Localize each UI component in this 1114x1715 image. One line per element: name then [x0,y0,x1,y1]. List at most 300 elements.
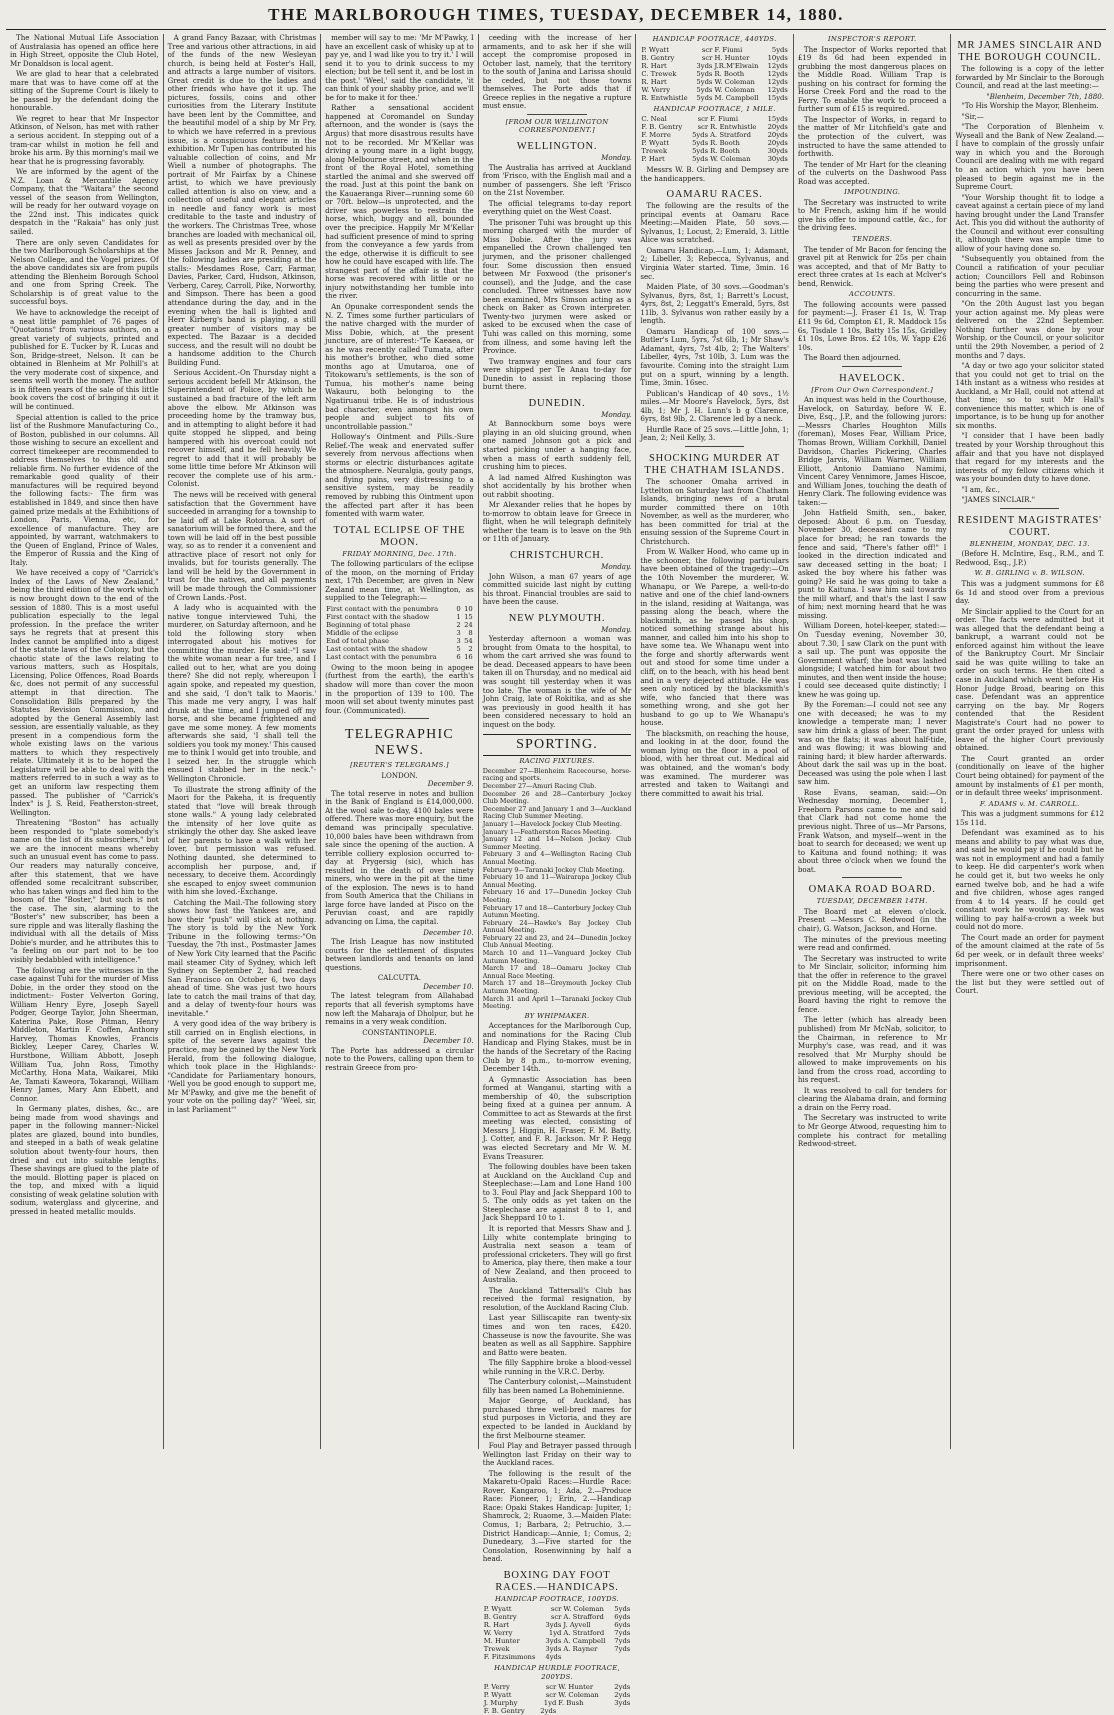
runner-name: F. Morre [641,131,671,140]
eclipse-minute: 16 [464,652,473,661]
paragraph: Maiden Plate, of 30 sovs.—Goodman's Sylvanus, 8yrs, 8st, 1; Barrett's Locust, 4yrs, 8st, 2; Leggatt's Emerald, 5yrs, 8st 11lb, 3. Sylvanus won rather easily by a length. [640,282,789,326]
paragraph: It is reported that Messrs Shaw and J. Lilly white contemplate bringing to Australia next season a team of professional cricketers. They will go first to America, play there, then make a tour of New Zealand, and then proceed to Australia. [482,1223,632,1285]
paragraph: December 27—Amuri Racing Club. [482,782,597,791]
paragraph: February 24—Hawke's Bay Jockey Club Annual Meeting. [482,918,632,935]
table-row [483,1653,632,1661]
table-row [640,70,789,78]
sporting-banner [483,734,632,756]
paragraph: Rose Evans, seaman, said:—On Wednesday morning, December 1, Freeborn Parsons came to me and said that Clark had not come home the previous night. Three of us—Mr Parsons, Frank Watson, and myself—went in the boat to search for deceased; we went up to Kaituna and found nothing; it was about three o'clock when we found the boat. [797,787,947,874]
runner-name: R. Hart [483,1621,510,1630]
paragraph: "I consider that I have been badly treated by your Worship throughout this affair and that you have not displayed that regard for my interests and the interests of my fellow citizens which it was your bounden duty to have done. [955,431,1105,484]
paragraph: March 17 and 18—Oamaru Jockey Club Annual Race Meeting. [482,964,632,980]
paragraph: A very good idea of the way bribery is still carried on in English elections, in spite of the severe laws against the practice, may be gained by the New York Herald, from the following dialogue, which took place in the Highlands:-"Candidate for Parliamentary honours, 'Well you be good enough to support me, Mr M'Pawky, and give me the benefit of your vote on the polling day?' 'Weel, sir, in last Parliament'" [167,1019,317,1114]
paragraph: We have received a copy of "Carrick's Index of the Laws of New Zealand," being the third edition of the work which is now brought down to the end of the session of 1880. This is a most useful publication especially to the legal profession. In the preface the writer says he regrets that at present this Index cannot be amplified into a digest of the statute laws of the Colony, but the chaotic state of the laws relating to various matters, such as Hospitals, Licensing, Police Offences, Road Boards &c, does not permit of any successful attempt in that direction. The Consolidation Bills prepared by the Statutes Revision Commission, and adopted by the General Assembly last session, are essentially valuable, as they present in a compendious form the whole existing laws on the various matters to which they respectively relate. Ultimately it is to be hoped the Legislature will be able to deal with the matters referred to in such a way as to get an uniform law respecting them passed. The publisher of "Carrick's Index" is J. S. Reid, Featherston-street, Wellington. [10,568,159,817]
paragraph: At Bannockburn some boys were playing in an old sluicing ground, when one named Johnson got a pick and started picking under a hanging face, when a mass of earth suddenly fell, crushing him to pieces. [482,419,632,472]
runner-name: F. Fiumi [714,45,743,54]
paragraph: ceeding with the increase of her armaments, and to ask her if she will accept the compromise proposed in October last, namely, that the territory to the south of Janina and Larissa should be ceded, but not those towns themselves. The Porte adds that if Greece replies in the negative a rupture must ensue. [482,33,632,111]
paragraph: The Australia has arrived at Auckland from 'Frisco, with the English mail and a number of passengers. She left 'Frisco on the 21st November. [482,162,632,198]
paragraph: Holloway's Ointment and Pills.-Sure Relief.-The weak and enervated suffer severely from nervous affections when storms or electric disturbances agitate the atmosphere. Neuralgia, gouty pangs, and flying pains, very distressing to a sensitive system, may be readily removed by rubbing this Ointment upon the affected part after it has been fomented with warm water. [325,432,474,519]
accounts-body: The following accounts were passed for payment:—J. Fraser £1 1s, W. Trap £11 9s 6d, Compton £1, R. Maddock 15s 6s, Tisdale 1 10s, Batty 15s 15s, Gridley £1 10s, Lowe Bros. £2 10s, W. Yapp £26 10s. [797,299,947,352]
eclipse-subheading: FRIDAY MORNING, Dec. 17th. [342,549,457,558]
eclipse-phase: Beginning of total phase [326,620,411,629]
paragraph: The Court granted an order (conditionally on leave of the higher Court being obtained) for payment of the amount by instalments of £1 per month, or in default three weeks' imprisonment. [955,753,1105,798]
paragraph: We have to acknowledge the receipt of a neat little pamphlet of 76 pages of "Quotations" from various authors, on a great variety of subjects, printed and published for E. Tucker by R. Lucas and Son, Bridge-street, Nelson. It can be obtained in Blenheim at Mr Polhill's at the very moderate cost of sixpence, and seems well worth the money. The author is in fifteen years of the sale of this little book covers the cost of bringing it out it will be continued. [10,307,159,411]
table-row [483,1683,632,1691]
constantinople-body: The Porte has addressed a circular note to the Powers, calling upon them to restrain Greece from pro- [325,1045,474,1072]
h100-table [483,1605,632,1661]
paragraph: The National Mutual Life Association of Australasia has opened an office here in High Street, opposite the Club Hotel, Mr Donaldson is local agent. [10,33,159,68]
table-row [325,605,474,613]
paragraph: March 10 and 11—Vanguard Jockey Club Autumn Meeting. [482,949,632,965]
runner-name: F. B. Gentry [483,1707,525,1715]
rm-case-1-body [955,580,1104,798]
paragraph: Oamaru Handicap.—Lum, 1; Adamant, 2; Libeller, 3; Rebecca, Sylvanus, and Virginia Water started. Time, 3min. 16 sec. [640,245,789,281]
handicap-mark [611,1653,631,1661]
column-2 [164,34,322,1449]
paragraph: December 26 and 28—Canterbury Jockey Club Meeting. [482,789,632,806]
table-row [483,1691,632,1699]
calcutta-body: The latest telegram from Allahabad reports that all feverish symptoms have now left the Maharaja of Dholpur, but he remains in a very weak condition. [325,991,474,1027]
dunedin-date: Monday. [601,409,632,419]
paragraph: March 17 and 18—Greymouth Jockey Club Autumn Meeting. [482,979,632,996]
rm-court-before: (Before H. McIntire, Esq., R.M., and T. Redwood, Esq., J.P.) [955,549,1105,567]
handicap-mark: scr [545,1691,557,1700]
handicap-mark: scr [701,53,713,62]
london-date: December 9. [427,779,474,789]
runner-name: W. Coleman [710,155,751,164]
paragraph: Mr Alexander relies that he hopes by to-morrow to obtain leave for Greece in flight, when he will telegraph definitely whether the team is to leave on the 9th or 11th of January. [482,500,632,544]
col1-articles [10,34,159,1216]
handicap-mark: 12yds [767,77,788,86]
eclipse-intro: The following particulars of the eclipse of the moon, on the morning of Friday next, 17th December, are given in New Zealand mean time, at Wellington, as supplied to the Telegraph:— [325,559,474,603]
paragraph: Publican's Handicap of 40 sovs., 1½ miles.—Mr Moore's Havelock, 5yrs, 8st 4lb, 1; Mr J. H. Lunn's b g Clarence, 6yrs, 8st 9lb, 2. Clarence led by a neck. [640,388,789,424]
handicap-mark: 3yds [696,61,713,70]
divider [685,446,744,447]
runner-name: W. Verry [641,85,671,94]
handicap-mark: 30yds [767,147,788,156]
paragraph: Mr Sinclair applied to the Court for an order. The facts were admitted but it was alleged that the defendant being a bankrupt, a warrant could not be enforced against him without the leave of the Bankruptcy Court. Mr Sinclair said he was quite willing to take an order on such terms. He then cited a case in Auckland which went before His Honor Judge Broad, bearing on this case. Defendant was an apprentice carrying on the bay. Mr Rogers contended that the Resident Magistrate's Court had no power to grant the order prayed for unless with leave of the higher Court previously obtained. [955,606,1105,753]
paragraph: Hurdle Race of 25 sovs.—Little John, 1; Jean, 2; Neil Kelly, 3. [640,424,789,443]
handicap-mark: scr [701,45,713,54]
havelock-heading: HAVELOCK. [839,372,906,384]
paragraph: Major George, of Auckland, has purchased three well-bred mares for stud purposes in Victoria, and they are expected to be landed in Auckland by the first Melbourne steamer. [482,1396,632,1440]
table-row [325,621,474,629]
table-row [325,653,474,661]
paragraph: January 1—Havelock Jockey Club Meeting. [482,819,622,828]
paragraph: February 22 and 23, and 24—Dunedin Jockey Club Annual Meeting. [482,933,632,950]
runner-name: C. Neal [641,115,667,124]
sinclair-intro: The following is a copy of the letter forwarded by Mr Sinclair to the Borough Council, and read at the last meeting:— [955,64,1105,91]
eclipse-phase: Middle of the eclipse [326,628,399,637]
table-row [483,1707,632,1715]
table-row [640,78,789,86]
paragraph: Last year Silliscapite ran twenty-six times and won ten races, £420. Chasseuse is now the favourite. She was beaten as well as all Sapphire. Sapphire and Batto were beaten. [482,1313,632,1357]
paragraph: March 31 and April 1—Taranaki Jockey Club Meeting. [482,994,632,1011]
handicap-mark: 5yds [696,93,713,102]
runner-name: A. Campbell [563,1637,606,1646]
rm-case-1: W. B. GIRLING v. B. WILSON. [974,569,1085,578]
paragraph: From W. Walker Hood, who came up in the schooner, the following particulars have been obtained of the tragedy:—On the 10th November the murderer, W. Whanapu, or We Parepe, a well-to-do native and one of the chief land-owners in the island, residing at Waitanga, was passing along the beach, where the blacksmith, as he passed his shop, noticed something strange about his manner, and called him into his shop to have some tea. We Whanapu went into the forge and shortly afterwards went out and stood for some time under a cliff, on to the beach, with his head bent and in a very dejected attitude. He was seen only noticed by the blacksmith's wife, who fancied that there was something wrong, and she got her husband to go up to We Whanapu's house. [640,547,789,728]
column-3 [321,34,479,1449]
paragraph: February 9—Taranaki Jockey Club Meeting. [482,865,625,874]
paragraph: December 27 and January 1 and 3—Auckland Racing Club Summer Meeting. [482,804,632,821]
paragraph: The letter (which has already been published) from Mr McNab, solicitor, to the Chairman, in reference to Mr Murphy's case, was read, and it was resolved that Mr Murphy should be allowed to make improvements on his land from the cross road, according to his request. [797,1015,947,1085]
paragraph: "Your Worship thought fit to lodge a caveat against a certain piece of my land having brought under the Land Transfer Act. This you did without the authority of the Council and without ever consulting it, although there was ample time to allow of your having done so. [955,192,1105,253]
paragraph: February 10 and 11—Wairarapa Jockey Club Annual Meeting. [482,873,632,889]
runner-name: Trewek [641,147,668,156]
wellington-date: Monday. [601,153,632,163]
handicap-mark: 6yds [614,1621,631,1630]
paragraph: The Secretary was instructed to write to Mr Sinclair, solicitor, informing him that the offer in reference to the gravel pit on the Middle Road, made to the previous meeting, will be accepted, the Board having the right to remove the fence. [797,953,947,1014]
handicap-mark: 3yds [545,1637,562,1646]
eclipse-phase: End of total phase [326,636,390,645]
runner-name: P. Verry [483,1683,510,1692]
oamaru-heading: OAMARU RACES. [666,189,763,201]
table-row [325,637,474,645]
eclipse-phase: Last contact with the penumbra [326,652,437,661]
table-row [640,139,789,147]
paragraph: The official telegrams to-day report everything quiet on the West Coast. [482,198,632,217]
handicap-mark: scr [550,1605,562,1614]
table-row [640,155,789,163]
handicap-mark: 3yds [614,1699,631,1708]
paragraph: To illustrate the strong affinity of the Maori for the Pakeha, it is frequently stated that "love will break through stone walls." A young lady celebrated the intensity of her love quite as strikingly the other day. She asked leave of her parents to have a walk with her lover, but permission was refused. Nothing daunted, she determined to accomplish her purpose, and, if necessary, to deceive them. Accordingly she escaped to enjoy sweet communion with him she loved.-Exchange. [167,784,317,897]
rm-court-date: BLENHEIM, MONDAY, DEC. 13. [969,539,1090,548]
paragraph: John Wilson, a man 67 years of age committed suicide last night by cutting his throat. Financial troubles are said to have been the cause. [482,571,632,607]
handicap-mark: 5yds [692,131,709,140]
paragraph: member will say to me: 'Mr M'Pawky, I have an excellent cask of whisky up at to pay ye, and I wad like you to try it.' I will send it to you to drink success to my election; but be tell sent it, and be lost in the post.' 'Weel,' said the candidate, 'it can think of your shabby price, and we'll be for to make it for thee.' [325,33,474,102]
paragraph: February 3 and 4—Wellington Racing Club Annual Meeting. [482,850,632,866]
column-5 [636,34,794,1449]
runner-name: H. Hunter [714,53,750,62]
london-body: The total reserve in notes and bullion in the Bank of England is £14,000,000. At the wool sale to-day, 4100 bales were offered. There was more enquiry, but the demand was principally speculative. 10,000 bales have been withdrawn from sale since the opening of the auction. A terrible colliery explosion occurred to-day at Prygersig (sic), which has resulted in the death of over ninety miners, who were in the pit at the time of the explosion. The news is to hand from South America that the Chilians in large force have landed at Pisco on the Peruvian coast, and are rapidly advancing on Lima, the capital. [325,788,474,927]
handicap-mark: 4yds [545,1653,562,1662]
paragraph: We are glad to hear that a celebrated mare that was to have come off at the sitting of the Supreme Court is likely to be passed by the defendant doing the honourable. [10,69,159,113]
handicap-mark: 20yds [767,131,788,140]
table-row [483,1699,632,1707]
runner-name: M. Hunter [483,1637,520,1646]
calcutta-heading: CALCUTTA. [377,973,422,983]
inspector-heading: INSPECTOR'S REPORT. [827,35,917,43]
runner-name [557,1707,609,1715]
handicap-mark: 12yds [767,69,788,78]
paragraph: An inquest was held in the Courthouse, Havelock, on Saturday, before W. E. Dive, Esq., J.P., and the following jurors:—Messrs Charles Houghton Mills (foreman), Moses Fear, William Price, Thomas Brown, William Corkhill, Daniel Davidson, Charles Pickering, Charles Bridge Jarvis, William Warner, William Elliott, Antonio Damiano Namimi, Vincent Carey Vennimore, James Hiscoe, and William Jones, touching the death of Henry Clark. The following evidence was taken:— [797,395,947,507]
paragraph: The Canterbury colonist,—Mainstudent filly has been named La Boheminienne. [482,1377,632,1395]
eclipse-hour: 1 [456,612,461,621]
new-plymouth-body [483,635,632,729]
eclipse-phase: First contact with the shadow [326,612,430,621]
paragraph: We are informed by the agent of the N.Z. Loan & Mercantile Agency Company, that the "Waitara" the second vessel of the season from Wellington, will be ready for her outward voyage on the 22nd inst. This indicates quick despatch in the "Rakaia" has only just sailed. [10,167,159,237]
handicap-mark: 6yds [614,1613,631,1622]
handicap-mark: scr [545,1683,557,1692]
table-row [483,1637,632,1645]
eclipse-table [325,605,474,661]
paragraph: Special attention is called to the price list of the Rushmore Manufacturing Co., of Boston, published in our columns. All those wishing to secure an excellent and correct timekeeper are recommended to address themselves to this old and reliable firm. No further evidence of the remarkable good quality of their manufactures will be required beyond the following facts:- The firm was established in 1849, and since then have gained prize medals at the Exhibitions of London, Paris, Vienna, etc, for excellence of manufacture. They are appointed, by warrant, watchmakers to the Queen of England, Prince of Wales, the Emperor of Russia and the King of Italy. [10,412,159,567]
column-4 [479,33,637,1715]
eclipse-hour: 2 [456,620,461,629]
col2-articles [168,34,317,1114]
runner-name: W. Hunter [558,1683,594,1692]
paragraph: The Secretary was instructed to write to Mr George Atwood, requesting him to complete his contract for metalling Redwood-street. [797,1113,947,1149]
handicap-mark: 10yds [767,53,788,62]
correspondent-note: [FROM OUR WELLINGTON CORRESPONDENT.] [505,117,609,135]
telegraphic-credit: [REUTER'S TELEGRAMS.] [350,761,449,770]
runner-name: A. Stratford [710,131,751,140]
runner-name: A. Stratford [563,1629,605,1638]
rm-case-2-body [955,810,1104,995]
runner-name: W. Verry [483,1629,513,1638]
runner-name: R. Entwhistle [710,123,757,132]
omaka-subheading: TUESDAY, DECEMBER 14TH. [816,897,928,906]
paragraph: The Auckland Tattersall's Club has received the formal resignation, by resolution, of the Auckland Racing Club. [482,1285,632,1312]
table-row [640,115,789,123]
paragraph: The following are the witnesses in the case against Tuhi for the murder of Miss Dobie, in the order they stood on the indictment:- Foster Velverton Goring, William Henry Eyre, Joseph Sayell Podger, George Taylor, John Sheerman, Katerina Pake, Rose Pitman, Henry Middleton, Martin F. Coffen, Anthony Harvey, Thomas Knowles, Francis Bickley, Leeper Carey, Charles W. Hurstbone, William Abbott, Joseph William Tua, John Ross, Timothy McCarthy, Hona Mata, Waikarei, Miki Ae, Tamati Kaweora, Tokarangi, William Henry James, Mary Ann Ebbett, and Connor. [10,965,159,1103]
mile-heading: HANDICAP FOOTRACE, 1 MILE. [653,104,776,113]
paragraph: The Inspector of Works, in regard to the matter of Mr Litchfield's gate and the protection of the culvert, was instructed to have the same attended to forthwith. [797,114,947,159]
chatham-heading: SHOCKING MURDER AT THE CHATHAM ISLANDS. [644,452,785,476]
paragraph: Foul Play and Betrayer passed through Wellington last Friday on their way to the Auckland races. [482,1441,632,1468]
paragraph: "The Corporation of Blenheim v. Wyseall and the Bank of New Zealand.—I have to complain of the grossly unfair way in which you and the Borough Council are dealing with me with regard to an action which you have been pleased to begin against me in the Supreme Court. [955,122,1105,192]
eclipse-hour: 3 [456,628,461,637]
col4-articles [483,34,632,111]
handicap-mark: 30yds [767,155,788,164]
handicap-mark: 5yds [692,147,709,156]
telegraphic-heading: TELEGRAPHIC NEWS. [345,727,454,759]
paragraph: Two tramway engines and four cars were shipped per Te Anau to-day for Dunedin to assist in replacing those burnt there. [482,356,632,392]
havelock-body [798,396,947,874]
handicap-mark: 12yds [767,85,788,94]
runner-name: R. Hart [641,61,667,70]
divider [842,366,901,367]
sinclair-body [955,123,1104,505]
paragraph: A lady who is acquainted with the native tongue interviewed Tuhi, the murderer, on Saturday afternoon, and he told the following story when interrogated about his motives for committing the murder. He said:-"I saw the white woman near a fur tree, and I called out to her, what are you doing there? She did not reply, whereupon I again spoke, and repeated my question, and she said, 'I don't talk to Maoris.' This made me very angry, I was half drunk at the time, and I jumped off my horse, and she became frightened and gave me some money. A few moments afterwards she said, 'I shall tell the soldiers you took my money.' This caused me to think I would get into trouble, and I seized her. In the struggle which ensued I stabbed her in the neck."-Wellington Chronicle. [167,603,317,784]
table-row [640,147,789,155]
runner-name: J.R.M'Elwain [714,61,759,70]
paragraph: "JAMES SINCLAIR." [961,495,1036,505]
table-row [483,1613,632,1621]
whipmaker-heading: BY WHIPMAKER. [524,1011,590,1020]
sporting-body [483,1022,632,1563]
table-row [640,131,789,139]
handicap-mark: 2yds [614,1683,631,1692]
paragraph: By the Foreman:—I could not see any one with deceased; he was to my knowledge a temperate man; I never saw him drink a glass of beer. The punt was on the flats; it was about half-tide, and was flowing; it was blowing and raining hard; it blew harder afterwards. About dark the sail was up in the boat. Deceased was using the pole when I last saw him. [797,700,947,787]
masthead: THE MARLBOROUGH TIMES, TUESDAY, DECEMBER 14, 1880. [6,4,1106,30]
paragraph: "I am, &c., [961,484,1001,494]
tenders-heading: TENDERS. [852,235,893,244]
paragraph: The Inspector of Works reported that £19 8s 6d had been expended in grubbing the most dangerous places on the Middle Road. William Trap is pushing on his contract for forming the Horse Creek Ford and the road to the Ferry. To enable the work to proceed a further sum of £15 is required. [797,44,947,114]
runner-name: R. Booth [714,69,745,78]
paragraph: "Subsequently you obtained from the Council a ratification of your peculiar action; Councillors Fell and Robinson being the parties who were present and concurring in the same. [955,254,1105,298]
table-row [483,1645,632,1653]
table-row [483,1621,632,1629]
paragraph: There are only seven Candidates for the two Marlborough Scholarships at the Nelson College, and the Vogel prizes. Of the above candidates six are from pupils attending the Blenheim Borough School and one from Spring Creek. The Scholarship is of great value to the successful boys. [10,237,159,307]
handicap-mark: 1yd [548,1629,562,1638]
tenders-body: The tender of Mr Bacon for fencing the gravel pit at Renwick for 25s per chain was accepted, and that of Mr Batty to erect three crates at 1s each at Mclver's bend, Renwick. [797,244,947,288]
handicap-mark: 12yds [767,61,788,70]
paragraph: The Board met at eleven o'clock. Present —Messrs C. Redwood (in the chair), G. Watson, Jackson, and Horne. [797,906,947,933]
dunedin-heading: DUNEDIN. [528,397,586,409]
divider [1000,508,1059,509]
column-6 [794,34,952,1449]
paragraph: The blacksmith, on reaching the house, and looking in at the door, found the woman lying on the floor in a pool of blood, with her throat cut. Medical aid was obtained, and the woman's body was examined. The murderer was arrested and taken to Waitangi and there committed to await his trial. [640,728,789,798]
runner-name: P. Wyatt [483,1691,512,1700]
fixtures-heading: RACING FIXTURES. [519,757,595,766]
handicap-mark: 20yds [767,123,788,132]
eclipse-minute: 24 [464,620,473,629]
runner-name: F. Bush [558,1699,584,1708]
paragraph: The following doubles have been taken at Auckland on the Auckland Cup and Steeplechase:—Lam and Lone Hand 100 to 3. Foul Play and Jack Sheppard 100 to 5. The only odds as yet taken on the Steeplechase are against 8 to 1, and Jack Sheppard 10 to 1. [482,1162,632,1223]
eclipse-minute: 10 [464,604,473,613]
h200-heading: HANDICAP HURDLE FOOTRACE, 200YDS. [494,1664,620,1681]
fixtures-list [483,768,632,1011]
divider [842,877,901,878]
paragraph: An Opunake correspondent sends the N. Z. Times some further particulars of the native charged with the murder of Miss Dobie, which, at the present juncture, are of interest:-"Te Kaeaea, or as he was recently called Tumata, after his mother's brother, who died some months ago at Umutaroa, one of Titokowaru's settlements, is the son of Tumua, his mother's name being Wakauru, both belonging to the Ngatiruanui tribe. He is of industrious bad character, even amongst his own people and subject to fits of uncontrollable passion." [325,301,474,431]
paragraph: Catching the Mail.-The following story shows how fast the Yankees are, and how their "push" will stick at nothing. The story is told by the New York Tribune in the following terms:-"On Tuesday, the 7th inst., Postmaster James of New York City learned that the Pacific mail steamer City of Sydney, which left Sydney on September 2, had reached San Francisco on October 6, two days ahead of time. She was just two hours late to catch the mail trains of that day, and a delay of twenty-four hours was inevitable." [167,897,317,1018]
paragraph: January 12 and 14—Nelson Jockey Club Summer Meeting. [482,835,632,851]
paragraph: "A day or two ago your solicitor stated that you could not get to trial on the 14th instant as a witness who resides at Auckland, a Mr Hall, could not attend at that time; so to suit Mr Hall's convenience this matter, which is one of importance, is to be hung up for another six months. [955,361,1105,430]
paragraph: January 1—Featherston Races Meeting. [482,827,612,836]
havelock-subheading: [From Our Own Correspondent.] [811,385,934,394]
sinclair-to: "To His Worship the Mayor, Blenheim. [961,101,1099,111]
paragraph: This was a judgment summons for £12 15s 11d. [955,809,1105,827]
h440-heading: HANDICAP FOOTRACE, 440YDS. [652,35,777,43]
table-row [640,46,789,54]
runner-name: J. Ayvell [563,1621,591,1630]
paragraph: The news will be received with general satisfaction that the Government have succeeded in arranging for a township to be laid off at Lake Rotorua. A sort of sanatorium will be formed there, and the town will be laid off in the best possible way, so as to render it a convenient and attractive place of resort not only for invalids, but for tourists generally. The land will be held by the Government in trust for the natives, and all payments will be made through the Commissioner of Crown Lands.-Post. [167,489,317,602]
runner-name: W. Coleman [558,1691,599,1700]
paragraph: The filly Sapphire broke a blood-vessel while running in the V.R.C. Derby. [482,1358,632,1376]
eclipse-hour: 3 [456,636,461,645]
paragraph: Defendant was examined as to his means and ability to pay what was due, and said he would pay if he could but he was not in employment and had a family to keep. He did carpenter's work when he could get it, but two weeks he only earned twelve bob, and he had a wife and five children, whose ages ranged from 4 to 14 years. If he could get constant work he would pay. He was willing to pay half-a-crown a week but could not do more. [955,828,1105,932]
eclipse-hour: 6 [456,652,461,661]
paragraph: In Germany plates, dishes, &c., are being made from wood shavings and paper in the following manner:-Nickel plates are glazed, bound into bundles, and steeped in a bath of weak gelatine solution about twenty-four hours, then dried and cut into suitable lengths. These shavings are glued to the plate of the mould. Blotting paper is placed on the top, and mixed with a liquid consisting of weak gelatine solution with sodium, waterglass and glycerine, and pressed in heated metallic moulds. [10,1104,159,1216]
london-heading: LONDON. [381,770,418,780]
eclipse-outro: Owing to the moon being in apogee (furthest from the earth), the earth's shadow will more than cover the moon in the proportion of 139 to 100. The moon will set about twenty minutes past four. (Communicated). [325,662,474,715]
paragraph: John Hatfield Smith, sen., baker, deposed: About 6 p.m. on Tuesday, November 30, deceased came to my place for bread; he ran towards the fence and said, "There's father off!" I looked in the direction indicated and saw deceased setting in the boat; I asked the boy where his father was going? He said he was going to take a punt to Kaituna. I saw him sail towards the mill wharf, and that's the last I saw of him; next morning heard that he was missing. [797,508,947,620]
runner-name: C. Trewek [641,69,677,78]
h200-table [483,1683,632,1715]
rm-court-heading: RESIDENT MAGISTRATES' COURT. [957,514,1102,538]
divider [370,718,429,719]
boxing-heading: BOXING DAY FOOT RACES.—HANDICAPS. [495,1569,619,1593]
rm-case-2: F. ADAMS v. M. CARROLL. [979,799,1080,808]
eclipse-phase: First contact with the penumbra [326,604,439,613]
table-row [640,86,789,94]
runner-name: P. Wyatt [483,1605,512,1614]
paragraph: A lad named Alfred Kushington was shot accidentally by his brother when out rabbit shooting. [482,472,632,499]
handicap-mark: 5yds [696,77,713,86]
runner-name: R. Hart [641,77,667,86]
eclipse-hour: 5 [456,644,461,653]
handicap-mark: 20yds [767,139,788,148]
inspector-body [798,46,947,187]
paragraph: A grand Fancy Bazaar, with Christmas Tree and various other attractions, in aid of the funds of the new Wesleyan church, is being held at Foster's Hall, and attracts a large number of visitors. Great credit is due to the ladies and other friends who have got it up. The pictures, fossils, coins and other curiosities from the Literary Institute have been lent by the Committee, and the beautiful model of a ship by Mr Fry, to which we have referred in a previous issue, is a conspicuous feature in the exhibition. Mr Tupen has contributed his valuable collection of coins, and Mr Wiell a number of photographs. The portrait of Mr Fairfax by a Chinese artist, to which we have previously called attention is also on view, and a collection of useful and elegant articles in needle and fancy work is most creditable to the taste and industry of the workers. The Christmas Tree, whose branches are loaded with mechanical oil, as well as presents presided over by the Misses Jackson and Mr R. Penney, and the following ladies are presiding at the stalls:- Mesdames Rose, Carr, Farmar, Davies, Parker, Card, Hudson, Atkinson, Verberg, Carey, Carroll, Pike, Norworthy, and Simpson. There has been a good attendance during the day, and in the evening when the hall is lighted and Herr Kirberg's band is playing, a still greater number of visitors may be expected. The Bazaar is a decided success, and the result will no doubt be a handsome addition to the Church Building Fund. [167,33,317,367]
constantinople-date: December 10. [423,1036,474,1046]
handicap-mark: 7yds [614,1645,631,1654]
runner-name: M. Campbell [714,93,759,102]
handicap-mark: 7yds [614,1637,631,1646]
h100-heading: HANDICAP FOOTRACE, 100YDS. [495,1594,619,1603]
mile-table [640,115,789,163]
handicap-mark: 7yds [614,1629,631,1638]
h440-table [640,46,789,102]
paragraph: The tender of Mr Hart for the cleaning of the culverts on the Dashwood Pass Road was accepted. [797,159,947,186]
mile-note: Messrs W. B. Girling and Dempsey are the handicappers. [640,165,789,183]
paragraph: The prisoner Tuhi was brought up this morning charged with the murder of Miss Dobie. After the jury was empanelled the Crown challenged ten jurymen, and the prisoner challenged four. Some discussion then ensued between Mr Foxwood (the prisoner's counsel), and the Judge, and the case concluded. Three witnesses have now been examined, Mrs Simson acting as a check on Baker as Crown interpreter. Twenty-two jurymen were asked or asked to be excused when the case of Tuhi was called on this morning, some from illness, and some having left the Province. [482,217,632,356]
handicap-mark: 5yds [696,69,713,78]
runner-name: W. Coleman [714,77,755,86]
runner-name: R. Booth [710,147,740,156]
paragraph: The Court made an order for payment of the amount claimed at the rate of 5s 6d per week, or in default three weeks' imprisonment. [955,932,1105,968]
christchurch-heading: CHRISTCHURCH. [509,549,605,561]
paragraph: The following is the result of the Makaretu-Opaki Races:—Hurdle Race: Rover, Kangaroo, 1; Ada, 2.—Produce Race: Pioneer, 1; Erin, 2.—Handicap Race: Opaki Stakes Handicap: Jupiter, 1; Shamrock, 2; Ruaome, 3.—Maiden Plate: Comus, 1; Barbara, 2; Petruchio, 3.—District Handicap:—Annie, 1; Comus, 2; Dunedeary, 3.—Five started for the Consolation, Rosenwinning by half a head. [482,1468,632,1564]
runner-name: R. Entwhistle [641,93,688,102]
paragraph: We regret to hear that Mr Inspector Atkinson, of Nelson, has met with rather a serious accident. In stepping out of a tram-car whilst in motion he fell and broke his arm. By this morning's mail we hear that he is progressing favorably. [10,113,159,166]
handicap-mark: 5yds [692,155,709,164]
runner-name: Trewek [483,1645,510,1654]
runner-name: R. Booth [710,139,740,148]
runner-name: F. Fiumi [710,115,738,124]
table-row [325,629,474,637]
table-row [483,1605,632,1613]
handicap-mark: 15yds [767,115,788,124]
table-row [325,613,474,621]
paragraph: Threatening "Boston" has actually been responded to "plate somebody's name on the list of its subscribers," but we are the innocent means whereby such an unusual event has come to pass. Our readers may naturally conceive, after this statement, that we have offended some recalcitrant subscriber, who has taken wings and fled him to the bosom of the "Boster," but such is not the case. The sin, alarming to the "Boster's" new subscriber, has been a sure ripple and was literally flashing the individual with all the details of Miss Dobie's murder, and he attributes this to "a feeling on our part not to be too visibly bedabbled with intelligence." [10,818,159,964]
runner-name: J. Murphy [483,1699,518,1708]
runner-name: A. Strafford [563,1613,604,1622]
table-row [640,62,789,70]
handicap-mark: 5yds [771,45,788,54]
london-date-2: December 10. [423,927,474,937]
runner-name: W. Coleman [563,1605,604,1614]
handicap-mark: 15yds [767,93,788,102]
christchurch-body [483,573,632,607]
omaka-heading: OMAKA ROAD BOARD. [808,884,936,896]
paragraph: The schooner Omaha arrived in Lyttelton on Saturday last from Chatham Islands, bringing news of a brutal murder committed there on 10th November, as well as the murderer, who has been committed for trial at the ensuing session of the Supreme Court in Christchurch. [640,476,789,546]
wellington-body [483,164,632,392]
runner-name: A. Rayner [563,1645,598,1654]
paragraph: Rather a sensational accident happened at Coromandel on Sunday afternoon, and the wonder is (says the Argus) that more disastrous results have not to be recorded. Mr M'Kellar was driving a young mare in a light buggy, along Melbourne street, and when in the front of the Royal Hotel, something startled the animal and she swerved off the road. Just at this point the bank on the Kauaeranga River—running some 60 or 70ft. below—is unprotected, and the driver was powerless to restrain the horse, which, buggy and all, bounded over the precipice. Happily Mr M'Kellar had sufficient presence of mind to spring from the conveyance a few yards from the edge, otherwise it is difficult to see how he could have escaped with life. The strangest part of the affair is that the horse was recovered with little or no injury notwithstanding her tumble into the river. [325,103,474,301]
handicap-mark: 1yd [543,1699,557,1708]
dunedin-body [483,420,632,544]
table-row [640,94,789,102]
paragraph: Serious Accident.-On Thursday night a serious accident befell Mr Atkinson, the Superintendent of Police, by which he sustained a bad fracture of the left arm above the elbow. Mr Atkinson was proceeding home by the tramway bus, and in attempting to alight before it had quite stopped he slipped, and being hampered with his overcoat could not recover himself, and he fell heavily. We regret to add that it will probably be some little time before Mr Atkinson will recover the complete use of his arm.-Colonist. [167,368,317,489]
constantinople-heading: CONSTANTINOPLE. [362,1027,437,1037]
paragraph: A Gymnastic Association has been formed at Wanganui, starting with a membership of 40, the subscription being fixed at a guinea per annum. A Committee to act as Stewards at the first meeting was elected, consisting of Messrs J. Higgin, H. Fraser, F. M. Batty, J. Cotter, and F. R. Jackson. Mr P. Hegg was elected Secretary and Mr W. M. Evans Treasurer. [482,1074,632,1161]
sinclair-place: "Blenheim, December 7th, 1880. [986,91,1105,101]
wellington-heading: WELLINGTON. [516,141,598,153]
runner-name: W. Coleman [714,85,755,94]
table-row [483,1629,632,1637]
new-plymouth-date: Monday. [601,624,632,634]
paragraph: William Doreen, hotel-keeper, stated:—On Tuesday evening, November 30, about 7.30, I saw Clark on the punt with a sail up. The punt was opposite the Government wharf; the boat was lashed alongside; I watched him for about two minutes, and then went inside the house; I could see deceased quite distinctly; I knew he was going up. [797,621,947,699]
handicap-mark: 5yds [696,85,713,94]
col3-articles [325,34,474,519]
eclipse-hour: 0 [456,604,461,613]
sinclair-heading: MR JAMES SINCLAIR AND THE BOROUGH COUNCIL. [957,40,1103,63]
handicap-mark: 3yds [545,1645,562,1654]
paragraph: Yesterday afternoon a woman was brought from Omata to the hospital, to whom the cart arrived she was found to be dead. Deceased appears to have been taken ill on Thursday, and no medical aid was sought till yesterday when it was too late. The woman is the wife of Mr John Craig, late of Rokitika, and as she was previously in good health it has been considered necessary to hold an inquest on the body. [482,634,632,729]
runner-name: B. Gentry [483,1613,517,1622]
handicap-mark: scr [697,115,709,124]
handicap-mark: 2yds [614,1691,631,1700]
eclipse-minute: 2 [468,644,473,653]
handicap-mark: 3yds [545,1621,562,1630]
runner-name [562,1653,611,1661]
handicap-mark [609,1707,631,1715]
table-row [640,123,789,131]
christchurch-date: Monday. [601,561,632,571]
